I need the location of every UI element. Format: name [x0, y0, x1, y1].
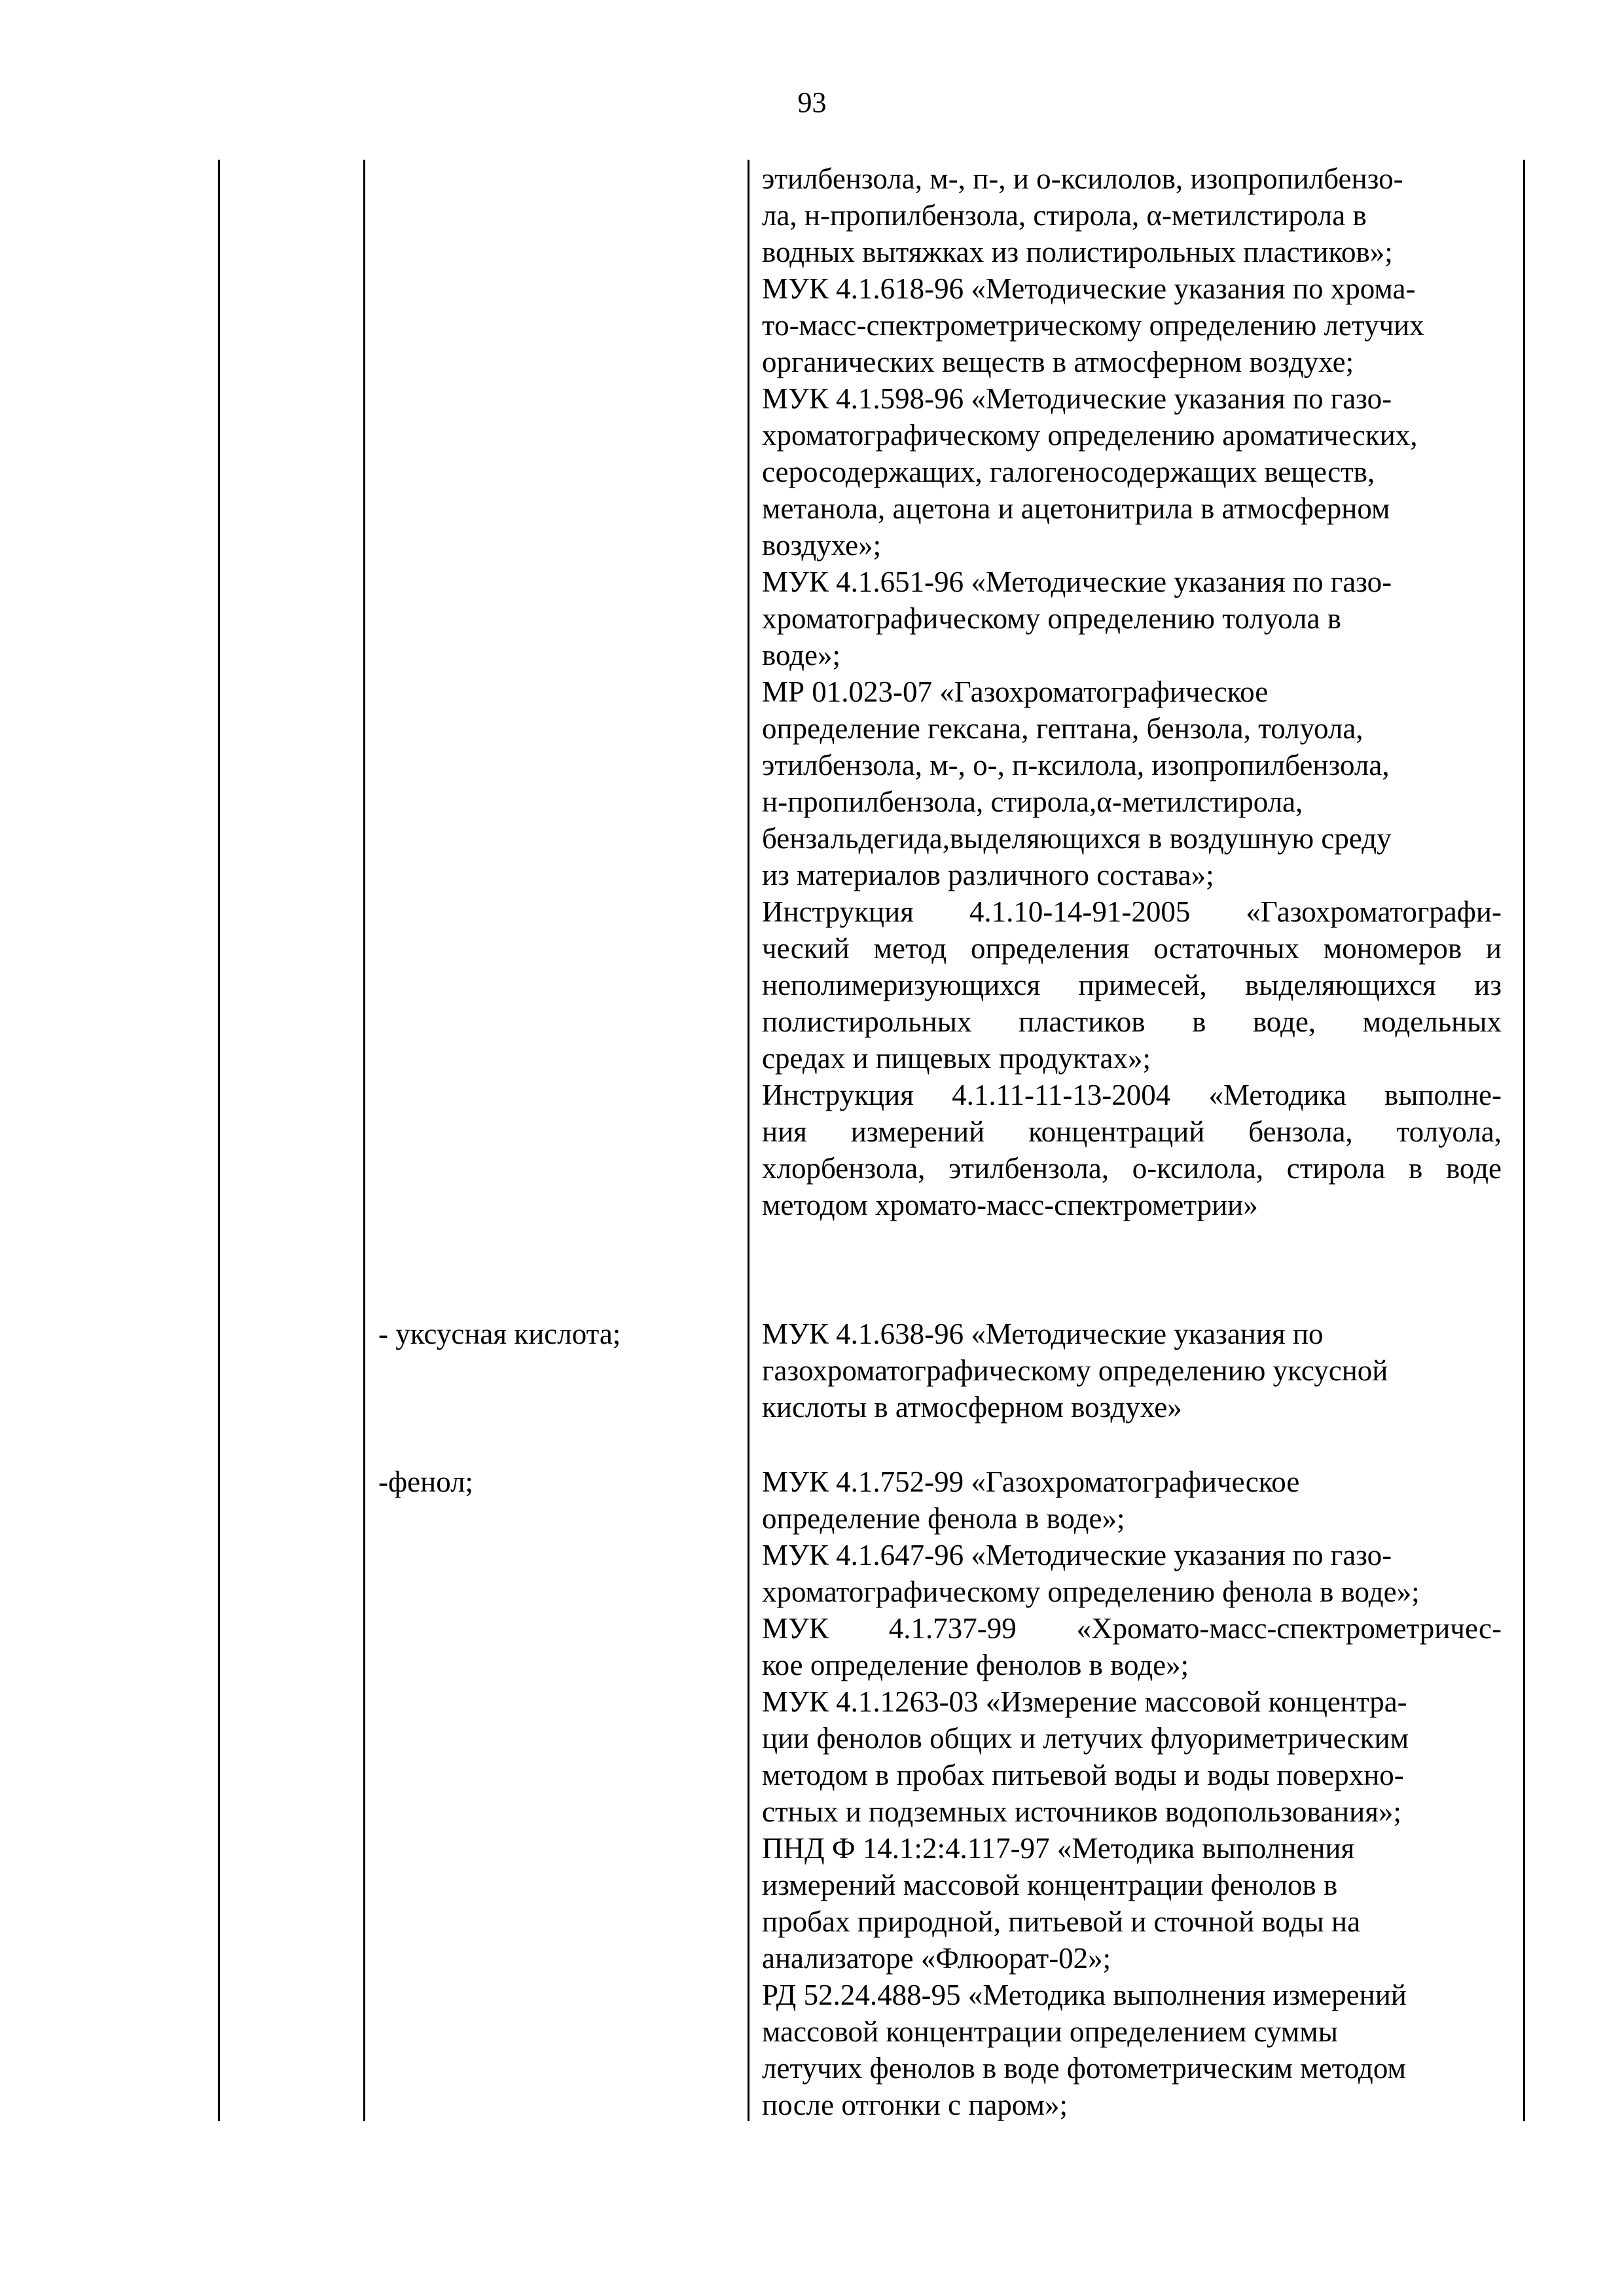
methods-line: Инструкция 4.1.11-11-13-2004 «Методика выполне-	[762, 1079, 1502, 1111]
methods-line: хроматографическому определению толуола в	[762, 602, 1341, 635]
methods-line: полистирольных пластиков в воде, модельных	[762, 1005, 1502, 1038]
methods-line: массовой концентрации определением суммы	[762, 2015, 1338, 2048]
methods-line: определение гексана, гептана, бензола, толуола,	[762, 712, 1363, 745]
methods-line: МУК 4.1.651-96 «Методические указания по газо-	[762, 565, 1392, 598]
methods-line: ния измерений концентраций бензола, толуола,	[762, 1115, 1502, 1148]
methods-line: РД 52.24.488-95 «Методика выполнения измерений	[762, 1979, 1407, 2011]
methods-line: этилбензола, м-, п-, и о-ксилолов, изопропилбензо-	[762, 162, 1403, 195]
methods-line: определение фенола в воде»;	[762, 1502, 1125, 1535]
methods-line: летучих фенолов в воде фотометрическим методом	[762, 2052, 1406, 2085]
methods-line: измерений массовой концентрации фенолов в	[762, 1869, 1338, 1901]
table-divider-1	[363, 160, 365, 2121]
methods-line: МУК 4.1.752-99 «Газохроматографическое	[762, 1465, 1300, 1498]
methods-line: после отгонки с паром»;	[762, 2089, 1068, 2121]
methods-line: газохроматографическому определению уксусной	[762, 1354, 1388, 1387]
methods-line: МУК 4.1.737-99 «Хромато-масс-спектрометричес-	[762, 1612, 1502, 1645]
methods-line: воде»;	[762, 639, 841, 672]
methods-line: н-пропилбензола, стирола,α-метилстирола,	[762, 785, 1303, 818]
methods-line: МР 01.023-07 «Газохроматографическое	[762, 675, 1269, 708]
methods-line: органических веществ в атмосферном воздухе;	[762, 346, 1354, 378]
methods-line: неполимеризующихся примесей, выделяющихся из	[762, 969, 1502, 1001]
methods-line: кислоты в атмосферном воздухе»	[762, 1391, 1182, 1424]
methods-line: МУК 4.1.618-96 «Методические указания по хрома-	[762, 272, 1416, 305]
methods-line: методом хромато-масс-спектрометрии»	[762, 1189, 1258, 1221]
methods-line: МУК 4.1.1263-03 «Измерение массовой концентра-	[762, 1685, 1407, 1718]
methods-cell-row-2	[762, 1316, 1502, 1426]
methods-line: анализаторе «Флюорат-02»;	[762, 1942, 1111, 1975]
table-divider-2	[748, 160, 749, 2121]
methods-line: ПНД Ф 14.1:2:4.117-97 «Методика выполнения	[762, 1832, 1355, 1865]
methods-line: пробах природной, питьевой и сточной воды на	[762, 1905, 1361, 1938]
methods-line: кое определение фенолов в воде»;	[762, 1649, 1189, 1681]
methods-line: МУК 4.1.647-96 «Методические указания по газо-	[762, 1539, 1392, 1571]
methods-line: МУК 4.1.598-96 «Методические указания по газо-	[762, 382, 1392, 415]
methods-line: ческий метод определения остаточных мономеров и	[762, 932, 1502, 965]
page-number: 93	[797, 86, 827, 118]
methods-line: хроматографическому определению ароматических,	[762, 419, 1418, 452]
table-border-right	[1523, 160, 1525, 2121]
methods-line: бензальдегида,выделяющихся в воздушную среду	[762, 822, 1392, 855]
substance-acetic-acid: - уксусная кислота;	[378, 1318, 621, 1350]
methods-line: водных вытяжках из полистирольных пластиков»;	[762, 236, 1393, 268]
methods-line: хлорбензола, этилбензола, о-ксилола, стирола в воде	[762, 1152, 1502, 1185]
methods-line: этилбензола, м-, о-, п-ксилола, изопропилбензола,	[762, 749, 1390, 781]
methods-line: ла, н-пропилбензола, стирола, α-метилстирола в	[762, 199, 1367, 232]
methods-line: то-масс-спектрометрическому определению летучих	[762, 309, 1424, 342]
methods-line: методом в пробах питьевой воды и воды поверхно-	[762, 1759, 1404, 1791]
methods-line: ции фенолов общих и летучих флуориметрическим	[762, 1722, 1409, 1755]
methods-line: МУК 4.1.638-96 «Методические указания по	[762, 1318, 1324, 1350]
methods-line: стных и подземных источников водопользования»;	[762, 1795, 1401, 1828]
methods-line: метанола, ацетона и ацетонитрила в атмосферном	[762, 492, 1390, 525]
methods-line: средах и пищевых продуктах»;	[762, 1042, 1151, 1075]
methods-line: из материалов различного состава»;	[762, 859, 1214, 891]
table-border-left	[218, 160, 220, 2121]
methods-line: воздухе»;	[762, 529, 882, 562]
methods-line: Инструкция 4.1.10-14-91-2005 «Газохроматографи-	[762, 895, 1502, 928]
methods-cell-row-1	[762, 160, 1502, 1223]
substance-phenol: -фенол;	[378, 1465, 474, 1498]
methods-cell-row-3	[762, 1463, 1502, 2123]
methods-line: серосодержащих, галогеносодержащих веществ,	[762, 456, 1375, 488]
methods-line: хроматографическому определению фенола в воде»;	[762, 1575, 1420, 1608]
